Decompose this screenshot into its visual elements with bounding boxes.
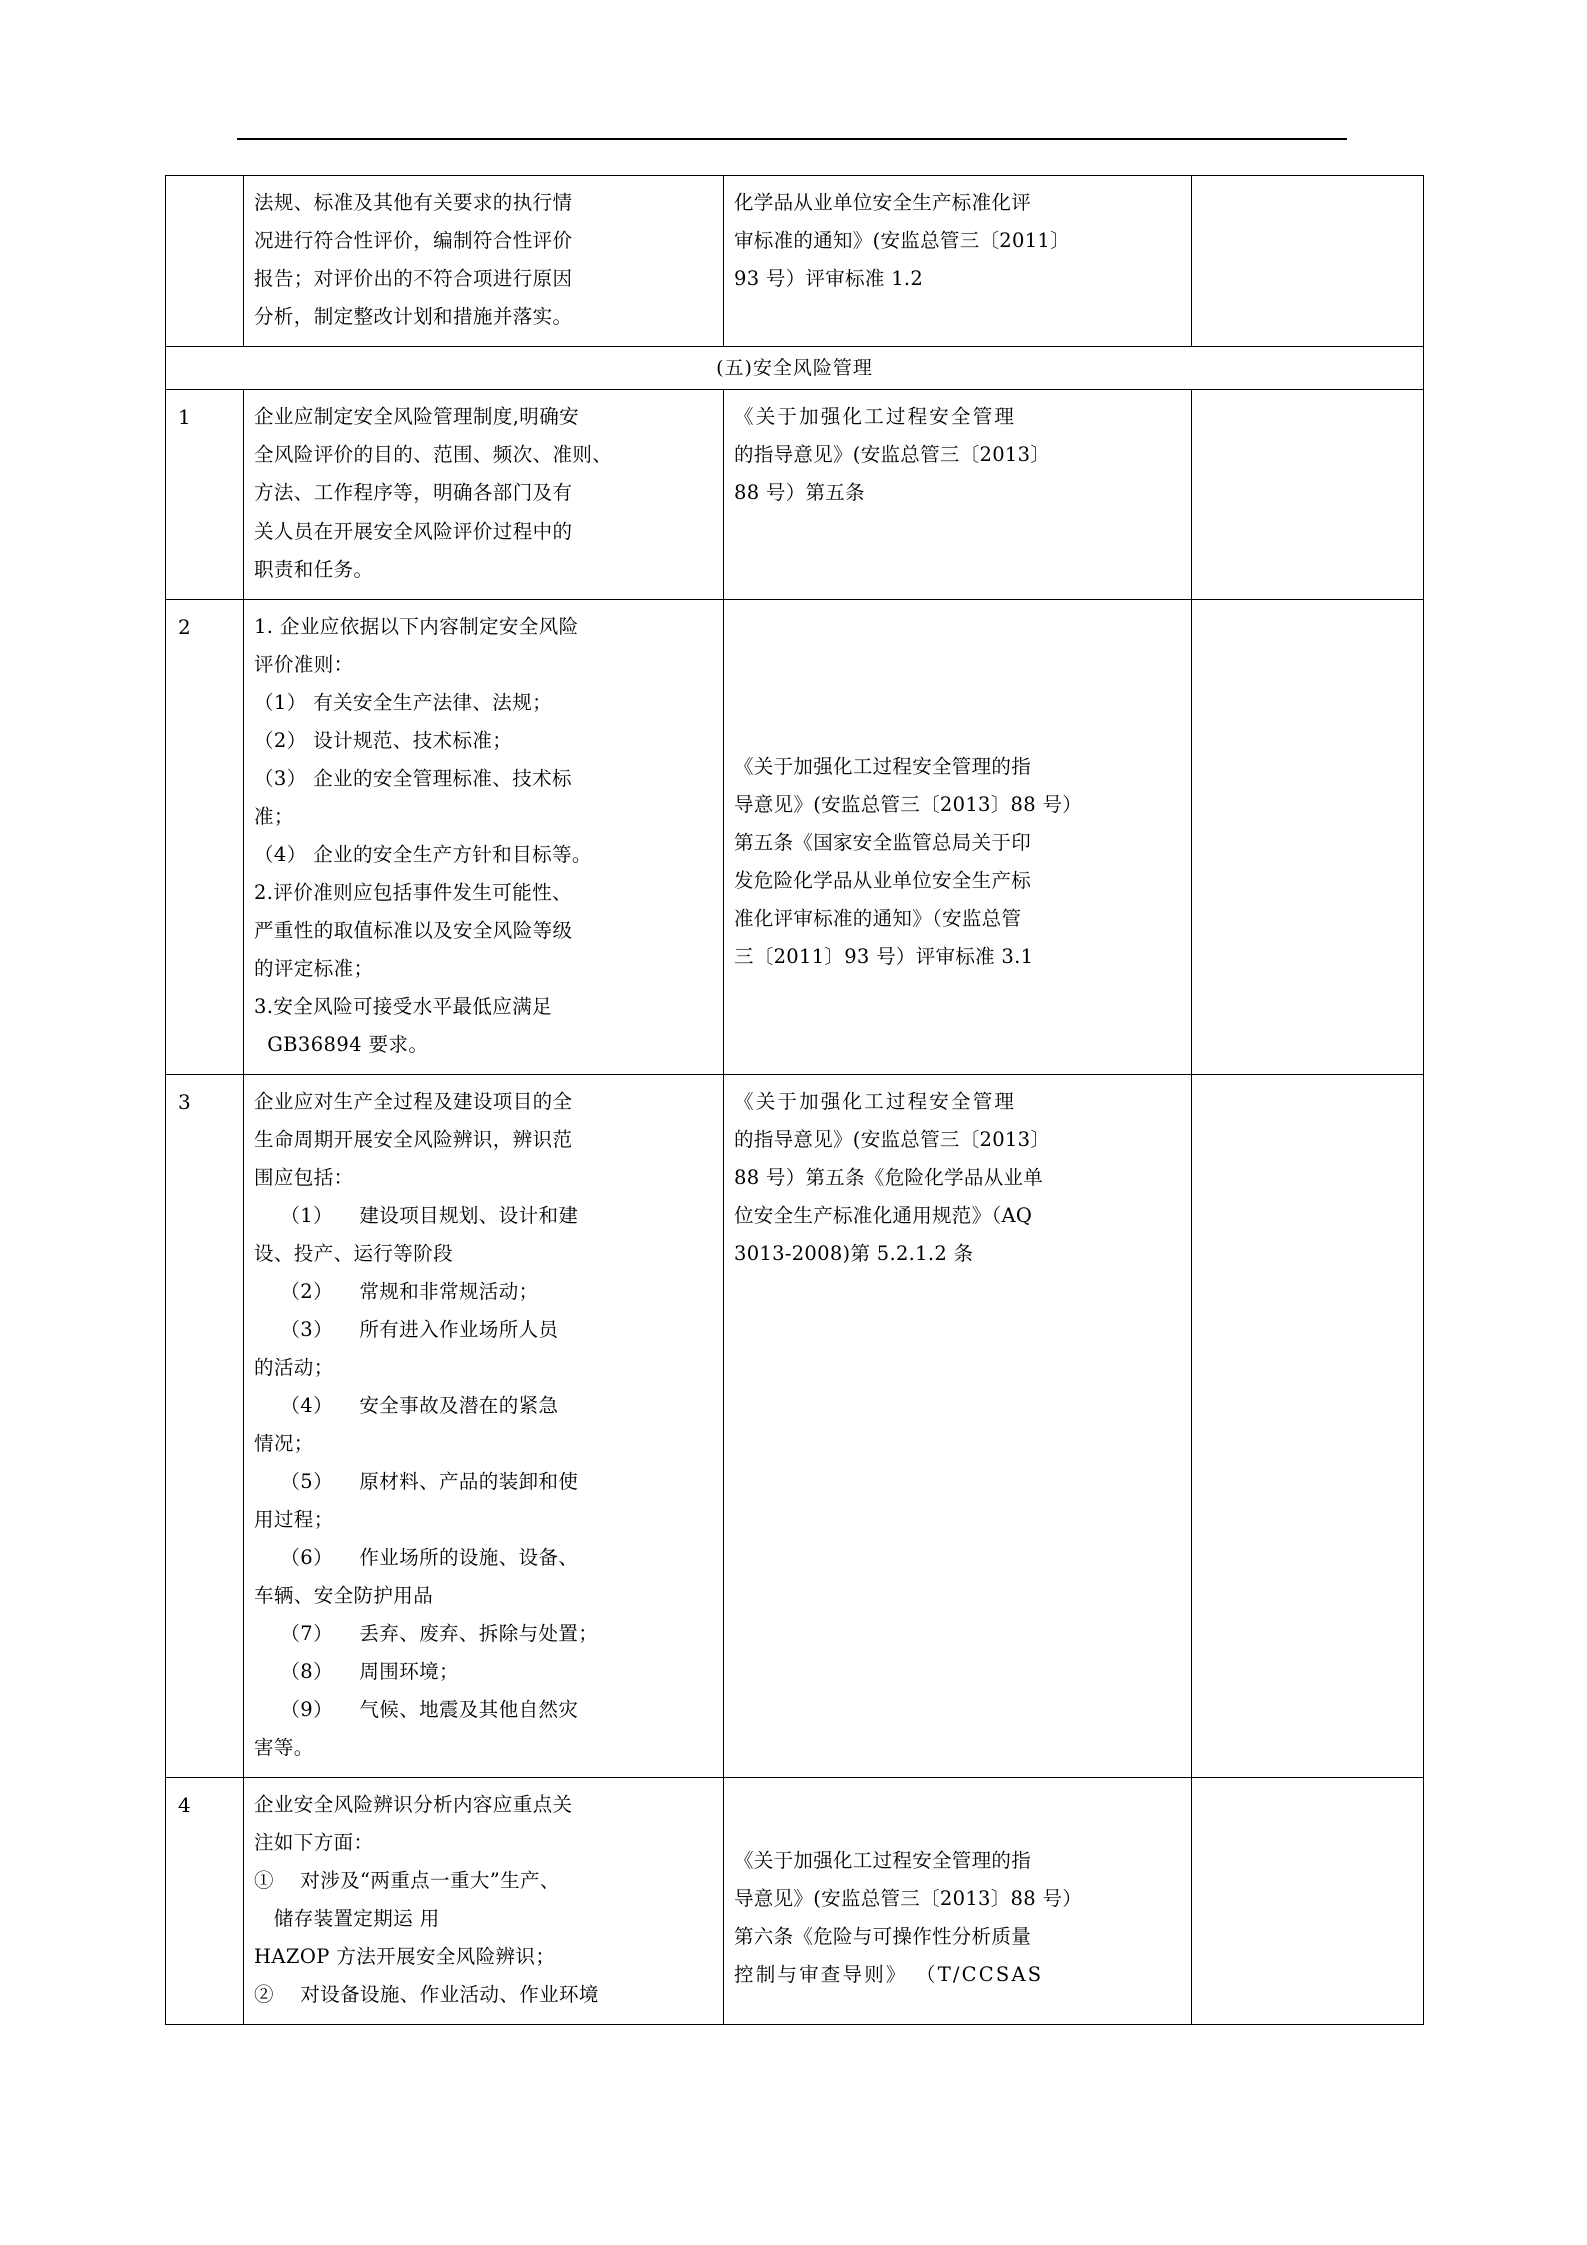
body-line: 的活动； xyxy=(254,1355,334,1379)
ref-line: 审标准的通知》(安监总管三〔2011〕 xyxy=(734,229,1070,253)
body-line: 车辆、安全防护用品 xyxy=(254,1583,434,1607)
ref-line: 第六条《危险与可操作性分析质量 xyxy=(734,1925,1032,1949)
body-line: 围应包括： xyxy=(254,1165,354,1189)
body-line: 注如下方面： xyxy=(254,1831,374,1855)
ref-line: 第五条《国家安全监管总局关于印 xyxy=(734,830,1032,854)
ref-line: 88 号）第五条《危险化学品从业单 xyxy=(734,1165,1044,1189)
table-row xyxy=(166,176,1424,347)
body-line: 设、投产、运行等阶段 xyxy=(254,1241,454,1265)
body-line: 职责和任务。 xyxy=(254,557,374,581)
body-line: （4） 企业的安全生产方针和目标等。 xyxy=(254,842,592,866)
body-line: （2） 设计规范、技术标准； xyxy=(254,728,513,752)
ref-line: 发危险化学品从业单位安全生产标 xyxy=(734,868,1032,892)
body-line: （7） 丢弃、废弃、拆除与处置； xyxy=(254,1621,599,1645)
ref-line: 三〔2011〕93 号）评审标准 3.1 xyxy=(734,944,1034,968)
table-row xyxy=(166,390,1424,599)
body-line: 关人员在开展安全风险评价过程中的 xyxy=(254,519,573,543)
ref-line: 93 号）评审标准 1.2 xyxy=(734,267,924,291)
table-row xyxy=(166,1074,1424,1777)
body-line: 方法、工作程序等，明确各部门及有 xyxy=(254,481,573,505)
body-line: 评价准则： xyxy=(254,652,354,676)
body-line: （3） 所有进入作业场所人员 xyxy=(254,1317,559,1341)
row-note xyxy=(1192,599,1424,1074)
ref-line: 《关于加强化工过程安全管理 xyxy=(734,405,1017,429)
body-line: （1） 有关安全生产法律、法规； xyxy=(254,690,553,714)
ref-line: 导意见》(安监总管三〔2013〕88 号） xyxy=(734,1887,1083,1911)
row-note xyxy=(1192,390,1424,599)
row-note xyxy=(1192,1778,1424,2025)
row-reference xyxy=(724,390,1192,599)
body-line: 1. 企业应依据以下内容制定安全风险 xyxy=(254,614,579,638)
ref-line: 《关于加强化工过程安全管理的指 xyxy=(734,754,1032,778)
row-note xyxy=(1192,176,1424,347)
ref-line: 的指导意见》(安监总管三〔2013〕 xyxy=(734,1127,1051,1151)
row-number: 1 xyxy=(166,390,244,599)
header-rule xyxy=(237,138,1347,140)
body-line: 3.安全风险可接受水平最低应满足 xyxy=(254,994,553,1018)
body-line: （1） 建设项目规划、设计和建 xyxy=(254,1203,579,1227)
table-row xyxy=(166,1778,1424,2025)
ref-line: 位安全生产标准化通用规范》（AQ xyxy=(734,1203,1033,1227)
ref-line: 准化评审标准的通知》（安监总管 xyxy=(734,906,1022,930)
ref-line: 88 号）第五条 xyxy=(734,481,865,505)
body-line: HAZOP 方法开展安全风险辨识； xyxy=(254,1945,556,1969)
ref-line: 的指导意见》(安监总管三〔2013〕 xyxy=(734,443,1051,467)
row-body xyxy=(244,599,724,1074)
body-line: （2） 常规和非常规活动； xyxy=(254,1279,539,1303)
body-line: 报告；对评价出的不符合项进行原因 xyxy=(254,267,573,291)
row-body xyxy=(244,176,724,347)
body-line: （9） 气候、地震及其他自然灾 xyxy=(254,1697,579,1721)
body-line: 2.评价准则应包括事件发生可能性、 xyxy=(254,880,572,904)
body-line: 况进行符合性评价，编制符合性评价 xyxy=(254,229,573,253)
table-row xyxy=(166,599,1424,1074)
body-line: （6） 作业场所的设施、设备、 xyxy=(254,1545,579,1569)
row-reference xyxy=(724,1074,1192,1777)
body-line: 全风险评价的目的、范围、频次、准则、 xyxy=(254,443,613,467)
requirements-table xyxy=(165,175,1424,2025)
row-body xyxy=(244,1074,724,1777)
row-number: 2 xyxy=(166,599,244,1074)
table-section-row xyxy=(166,347,1424,390)
body-line: ② 对设备设施、作业活动、作业环境 xyxy=(254,1983,599,2007)
body-line: （3） 企业的安全管理标准、技术标 xyxy=(254,766,572,790)
row-body xyxy=(244,390,724,599)
row-number: 3 xyxy=(166,1074,244,1777)
ref-line: 化学品从业单位安全生产标准化评 xyxy=(734,191,1032,214)
body-line: GB36894 要求。 xyxy=(254,1032,429,1056)
body-line: 法规、标准及其他有关要求的执行情 xyxy=(254,191,573,214)
row-reference xyxy=(724,1778,1192,2025)
body-line: 准； xyxy=(254,804,294,828)
body-line: （4） 安全事故及潜在的紧急 xyxy=(254,1393,559,1417)
row-reference xyxy=(724,599,1192,1074)
body-line: 用过程； xyxy=(254,1507,334,1531)
ref-line: 3013-2008)第 5.2.1.2 条 xyxy=(734,1241,974,1265)
row-number xyxy=(166,176,244,347)
body-line: 储存装置定期运 用 xyxy=(254,1907,440,1931)
body-line: （5） 原材料、产品的装卸和使 xyxy=(254,1469,579,1493)
row-reference xyxy=(724,176,1192,347)
row-note xyxy=(1192,1074,1424,1777)
body-line: 分析，制定整改计划和措施并落实。 xyxy=(254,305,573,329)
body-line: 严重性的取值标准以及安全风险等级 xyxy=(254,918,573,942)
body-line: ① 对涉及“两重点一重大”生产、 xyxy=(254,1869,560,1893)
body-line: 企业安全风险辨识分析内容应重点关 xyxy=(254,1793,573,1816)
body-line: （8） 周围环境； xyxy=(254,1659,459,1683)
body-line: 企业应对生产全过程及建设项目的全 xyxy=(254,1089,573,1113)
body-line: 生命周期开展安全风险辨识，辨识范 xyxy=(254,1127,573,1151)
ref-line: 《关于加强化工过程安全管理的指 xyxy=(734,1849,1032,1872)
row-number: 4 xyxy=(166,1778,244,2025)
body-line: 的评定标准； xyxy=(254,956,374,980)
row-body xyxy=(244,1778,724,2025)
body-line: 害等。 xyxy=(254,1735,314,1759)
ref-line: 控制与审查导则》 （T/CCSAS xyxy=(734,1963,1044,1987)
body-line: 情况； xyxy=(254,1431,314,1455)
body-line: 企业应制定安全风险管理制度,明确安 xyxy=(254,405,579,429)
section-heading: (五)安全风险管理 xyxy=(166,347,1424,390)
ref-line: 导意见》(安监总管三〔2013〕88 号） xyxy=(734,792,1083,816)
ref-line: 《关于加强化工过程安全管理 xyxy=(734,1089,1017,1113)
